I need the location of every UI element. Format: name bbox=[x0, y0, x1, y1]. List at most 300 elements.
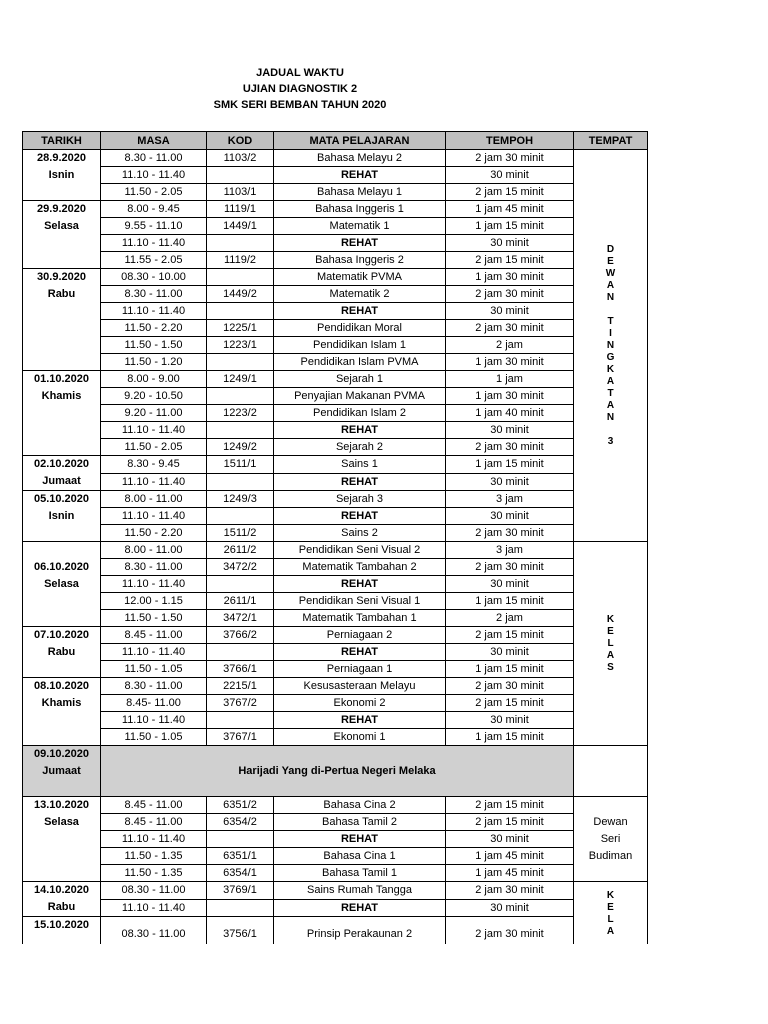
holiday-day: Jumaat bbox=[42, 765, 81, 777]
mata-pelajaran-cell: Prinsip Perakaunan 2 bbox=[274, 917, 446, 952]
kod-cell bbox=[207, 508, 274, 525]
kod-cell bbox=[207, 354, 274, 371]
tempoh-cell: 2 jam bbox=[446, 337, 574, 354]
kod-cell: 1225/1 bbox=[207, 320, 274, 337]
tempoh-cell: 30 minit bbox=[446, 422, 574, 439]
masa-cell: 8.30 - 11.00 bbox=[101, 150, 207, 167]
table-row bbox=[23, 814, 648, 831]
table-row bbox=[23, 456, 648, 474]
kod-cell: 2215/1 bbox=[207, 678, 274, 695]
masa-cell: 11.50 - 1.05 bbox=[101, 661, 207, 678]
kod-cell: 6351/2 bbox=[207, 797, 274, 814]
mata-pelajaran-cell: REHAT bbox=[274, 508, 446, 525]
table-row bbox=[23, 439, 648, 456]
mata-pelajaran-cell: REHAT bbox=[274, 576, 446, 593]
holiday-date: 09.10.2020 bbox=[33, 748, 90, 760]
date-value: 05.10.2020 bbox=[33, 493, 90, 505]
table-row bbox=[23, 269, 648, 286]
kod-cell: 3767/1 bbox=[207, 729, 274, 746]
kod-cell: 3756/1 bbox=[207, 917, 274, 952]
day-value: Rabu bbox=[47, 901, 76, 913]
date-cell bbox=[23, 150, 101, 201]
date-value: 14.10.2020 bbox=[33, 884, 90, 896]
place-char: K bbox=[606, 890, 615, 901]
place-char: G bbox=[606, 351, 615, 363]
masa-cell: 8.45 - 11.00 bbox=[101, 797, 207, 814]
kod-cell: 1511/2 bbox=[207, 525, 274, 542]
tempoh-cell: 1 jam 30 minit bbox=[446, 354, 574, 371]
date-spacer bbox=[23, 542, 100, 559]
masa-cell: 11.50 - 2.20 bbox=[101, 525, 207, 542]
kod-cell: 1119/2 bbox=[207, 252, 274, 269]
tempoh-cell: 30 minit bbox=[446, 508, 574, 525]
place-char: Seri bbox=[600, 832, 621, 845]
header-kod: KOD bbox=[207, 132, 274, 150]
holiday-row bbox=[23, 746, 648, 797]
day-value: Selasa bbox=[44, 816, 79, 828]
tempat-kelas bbox=[574, 542, 648, 746]
mata-pelajaran-cell: Sejarah 3 bbox=[274, 491, 446, 508]
kod-cell: 6354/1 bbox=[207, 865, 274, 882]
date-cell bbox=[23, 456, 101, 491]
table-row bbox=[23, 303, 648, 320]
kod-cell bbox=[207, 576, 274, 593]
table-row bbox=[23, 610, 648, 627]
mata-pelajaran-cell: Perniagaan 2 bbox=[274, 627, 446, 644]
tempoh-cell: 2 jam 15 minit bbox=[446, 814, 574, 831]
masa-cell: 11.10 - 11.40 bbox=[101, 508, 207, 525]
kod-cell: 3767/2 bbox=[207, 695, 274, 712]
table-row bbox=[23, 167, 648, 184]
place-char: I bbox=[609, 327, 612, 339]
tempat-kelas-2 bbox=[574, 882, 648, 952]
masa-cell: 11.50 - 1.35 bbox=[101, 848, 207, 865]
masa-cell: 11.50 - 2.05 bbox=[101, 184, 207, 201]
kod-cell bbox=[207, 831, 274, 848]
table-row bbox=[23, 729, 648, 746]
day-value: Rabu bbox=[47, 288, 76, 300]
table-row bbox=[23, 150, 648, 167]
date-cell bbox=[23, 627, 101, 678]
table-row bbox=[23, 354, 648, 371]
table-row bbox=[23, 252, 648, 269]
header-tarikh: TARIKH bbox=[23, 132, 101, 150]
kod-cell: 1223/1 bbox=[207, 337, 274, 354]
table-row bbox=[23, 797, 648, 814]
kod-cell: 3472/2 bbox=[207, 559, 274, 576]
kod-cell bbox=[207, 388, 274, 405]
header-tempoh: TEMPOH bbox=[446, 132, 574, 150]
tempoh-cell: 30 minit bbox=[446, 712, 574, 729]
place-char: A bbox=[606, 279, 615, 291]
tempoh-cell: 2 jam 30 minit bbox=[446, 525, 574, 542]
mata-pelajaran-cell: Sains Rumah Tangga bbox=[274, 882, 446, 900]
masa-cell: 8.30 - 11.00 bbox=[101, 559, 207, 576]
tempoh-cell: 30 minit bbox=[446, 235, 574, 252]
tempoh-cell: 2 jam 30 minit bbox=[446, 320, 574, 337]
table-row bbox=[23, 371, 648, 388]
place-char: D bbox=[606, 243, 615, 255]
kod-cell bbox=[207, 712, 274, 729]
tempoh-cell: 2 jam 30 minit bbox=[446, 882, 574, 900]
mata-pelajaran-cell: Sains 2 bbox=[274, 525, 446, 542]
header-row bbox=[23, 132, 648, 150]
kod-cell: 1449/2 bbox=[207, 286, 274, 303]
kod-cell: 1249/2 bbox=[207, 439, 274, 456]
mata-pelajaran-cell: Matematik Tambahan 1 bbox=[274, 610, 446, 627]
masa-cell: 11.50 - 1.20 bbox=[101, 354, 207, 371]
day-value: Jumaat bbox=[42, 475, 81, 487]
mata-pelajaran-cell: Bahasa Melayu 2 bbox=[274, 150, 446, 167]
masa-cell: 08.30 - 11.00 bbox=[101, 882, 207, 900]
mata-pelajaran-cell: REHAT bbox=[274, 303, 446, 320]
masa-cell: 11.50 - 1.05 bbox=[101, 729, 207, 746]
mata-pelajaran-cell: Pendidikan Islam 1 bbox=[274, 337, 446, 354]
mata-pelajaran-cell: REHAT bbox=[274, 235, 446, 252]
mata-pelajaran-cell: Bahasa Cina 2 bbox=[274, 797, 446, 814]
kod-cell bbox=[207, 644, 274, 661]
day-value: Khamis bbox=[41, 390, 82, 402]
kod-cell bbox=[207, 899, 274, 917]
page-bottom-margin bbox=[0, 944, 768, 1024]
table-row bbox=[23, 712, 648, 729]
table-row bbox=[23, 525, 648, 542]
masa-cell: 12.00 - 1.15 bbox=[101, 593, 207, 610]
day-value: Isnin bbox=[48, 510, 75, 522]
place-char: E bbox=[607, 625, 614, 637]
mata-pelajaran-cell: Ekonomi 1 bbox=[274, 729, 446, 746]
masa-cell: 11.55 - 2.05 bbox=[101, 252, 207, 269]
table-row bbox=[23, 661, 648, 678]
mata-pelajaran-cell: Bahasa Inggeris 2 bbox=[274, 252, 446, 269]
kod-cell: 1223/2 bbox=[207, 405, 274, 422]
kod-cell: 1103/2 bbox=[207, 150, 274, 167]
tempoh-cell: 2 jam 15 minit bbox=[446, 797, 574, 814]
kod-cell bbox=[207, 303, 274, 320]
place-char: A bbox=[606, 926, 615, 937]
table-row bbox=[23, 184, 648, 201]
date-value: 30.9.2020 bbox=[37, 271, 86, 283]
masa-cell: 08.30 - 10.00 bbox=[101, 269, 207, 286]
tempoh-cell: 3 jam bbox=[446, 491, 574, 508]
day-value: Selasa bbox=[44, 220, 79, 232]
masa-cell: 8.30 - 11.00 bbox=[101, 286, 207, 303]
table-row bbox=[23, 337, 648, 354]
header-masa: MASA bbox=[101, 132, 207, 150]
tempoh-cell: 1 jam 15 minit bbox=[446, 456, 574, 474]
kod-cell bbox=[207, 167, 274, 184]
place-char bbox=[574, 304, 647, 316]
place-char: N bbox=[606, 411, 615, 423]
mata-pelajaran-cell: REHAT bbox=[274, 422, 446, 439]
day-value: Khamis bbox=[41, 697, 82, 709]
header-tempat: TEMPAT bbox=[574, 132, 648, 150]
mata-pelajaran-cell: Bahasa Melayu 1 bbox=[274, 184, 446, 201]
table-row bbox=[23, 576, 648, 593]
mata-pelajaran-cell: REHAT bbox=[274, 899, 446, 917]
place-char: Budiman bbox=[588, 849, 633, 862]
masa-cell: 11.10 - 11.40 bbox=[101, 831, 207, 848]
date-cell bbox=[23, 201, 101, 269]
masa-cell: 11.50 - 1.50 bbox=[101, 337, 207, 354]
kod-cell: 1249/1 bbox=[207, 371, 274, 388]
masa-cell: 8.30 - 9.45 bbox=[101, 456, 207, 474]
kod-cell: 2611/1 bbox=[207, 593, 274, 610]
table-row bbox=[23, 491, 648, 508]
table-row bbox=[23, 644, 648, 661]
place-char: L bbox=[607, 637, 614, 649]
table-row bbox=[23, 865, 648, 882]
table-row bbox=[23, 201, 648, 218]
tempoh-cell: 1 jam 15 minit bbox=[446, 661, 574, 678]
holiday-date-cell bbox=[23, 746, 101, 797]
masa-cell: 11.10 - 11.40 bbox=[101, 235, 207, 252]
mata-pelajaran-cell: REHAT bbox=[274, 473, 446, 491]
tempoh-cell: 30 minit bbox=[446, 303, 574, 320]
date-value: 07.10.2020 bbox=[33, 629, 90, 641]
mata-pelajaran-cell: Perniagaan 1 bbox=[274, 661, 446, 678]
mata-pelajaran-cell: REHAT bbox=[274, 831, 446, 848]
kod-cell: 1119/1 bbox=[207, 201, 274, 218]
place-char: E bbox=[607, 902, 614, 913]
date-value: 01.10.2020 bbox=[33, 373, 90, 385]
tempoh-cell: 1 jam 45 minit bbox=[446, 848, 574, 865]
masa-cell: 11.10 - 11.40 bbox=[101, 576, 207, 593]
mata-pelajaran-cell: REHAT bbox=[274, 644, 446, 661]
tempoh-cell: 30 minit bbox=[446, 899, 574, 917]
table-row bbox=[23, 286, 648, 303]
mata-pelajaran-cell: Matematik PVMA bbox=[274, 269, 446, 286]
place-char: 3 bbox=[607, 435, 614, 447]
masa-cell: 8.00 - 11.00 bbox=[101, 542, 207, 559]
date-cell bbox=[23, 269, 101, 371]
day-value: Rabu bbox=[47, 646, 76, 658]
mata-pelajaran-cell: Sains 1 bbox=[274, 456, 446, 474]
kod-cell: 1103/1 bbox=[207, 184, 274, 201]
table-row bbox=[23, 899, 648, 917]
tempoh-cell: 2 jam 30 minit bbox=[446, 678, 574, 695]
kod-cell: 2611/2 bbox=[207, 542, 274, 559]
table-row bbox=[23, 235, 648, 252]
tempoh-cell: 2 jam 30 minit bbox=[446, 559, 574, 576]
kod-cell: 6351/1 bbox=[207, 848, 274, 865]
table-row bbox=[23, 695, 648, 712]
tempoh-cell: 3 jam bbox=[446, 542, 574, 559]
kod-cell bbox=[207, 422, 274, 439]
masa-cell: 11.10 - 11.40 bbox=[101, 422, 207, 439]
date-value: 02.10.2020 bbox=[33, 458, 90, 470]
tempat-dewan-tingkatan-3 bbox=[574, 150, 648, 542]
tempoh-cell: 30 minit bbox=[446, 831, 574, 848]
masa-cell: 11.50 - 2.05 bbox=[101, 439, 207, 456]
date-value: 29.9.2020 bbox=[37, 203, 86, 215]
date-cell bbox=[23, 542, 101, 627]
date-cell bbox=[23, 491, 101, 542]
table-row bbox=[23, 882, 648, 900]
place-char: K bbox=[606, 363, 615, 375]
kod-cell: 6354/2 bbox=[207, 814, 274, 831]
tempoh-cell: 2 jam 30 minit bbox=[446, 439, 574, 456]
tempoh-cell: 1 jam 15 minit bbox=[446, 593, 574, 610]
date-cell bbox=[23, 678, 101, 746]
mata-pelajaran-cell: Pendidikan Moral bbox=[274, 320, 446, 337]
place-char: T bbox=[607, 315, 614, 327]
masa-cell: 11.10 - 11.40 bbox=[101, 473, 207, 491]
masa-cell: 8.45- 11.00 bbox=[101, 695, 207, 712]
tempoh-cell: 2 jam 30 minit bbox=[446, 150, 574, 167]
day-value: Isnin bbox=[48, 169, 75, 181]
tempoh-cell: 2 jam 15 minit bbox=[446, 184, 574, 201]
masa-cell: 8.30 - 11.00 bbox=[101, 678, 207, 695]
kod-cell: 1511/1 bbox=[207, 456, 274, 474]
tempoh-cell: 2 jam 30 minit bbox=[446, 917, 574, 952]
header-mata-pelajaran: MATA PELAJARAN bbox=[274, 132, 446, 150]
tempoh-cell: 30 minit bbox=[446, 167, 574, 184]
mata-pelajaran-cell: REHAT bbox=[274, 167, 446, 184]
table-row bbox=[23, 542, 648, 559]
mata-pelajaran-cell: Ekonomi 2 bbox=[274, 695, 446, 712]
table-row bbox=[23, 218, 648, 235]
place-char: L bbox=[607, 914, 614, 925]
masa-cell: 11.50 - 2.20 bbox=[101, 320, 207, 337]
place-char: N bbox=[606, 291, 615, 303]
kod-cell bbox=[207, 235, 274, 252]
timetable-body bbox=[23, 150, 648, 952]
masa-cell: 08.30 - 11.00 bbox=[101, 917, 207, 952]
date-cell bbox=[23, 797, 101, 882]
holiday-text: Harijadi Yang di-Pertua Negeri Melaka bbox=[101, 746, 574, 797]
mata-pelajaran-cell: Sejarah 2 bbox=[274, 439, 446, 456]
place-char: W bbox=[605, 267, 616, 279]
kod-cell: 3472/1 bbox=[207, 610, 274, 627]
masa-cell: 8.00 - 11.00 bbox=[101, 491, 207, 508]
masa-cell: 8.45 - 11.00 bbox=[101, 627, 207, 644]
place-char: E bbox=[607, 255, 614, 267]
mata-pelajaran-cell: Pendidikan Seni Visual 2 bbox=[274, 542, 446, 559]
mata-pelajaran-cell: Bahasa Tamil 1 bbox=[274, 865, 446, 882]
tempoh-cell: 2 jam 15 minit bbox=[446, 627, 574, 644]
tempoh-cell: 1 jam 30 minit bbox=[446, 269, 574, 286]
table-row bbox=[23, 320, 648, 337]
tempoh-cell: 1 jam 15 minit bbox=[446, 729, 574, 746]
mata-pelajaran-cell: Matematik 1 bbox=[274, 218, 446, 235]
mata-pelajaran-cell: Kesusasteraan Melayu bbox=[274, 678, 446, 695]
place-char: A bbox=[606, 375, 615, 387]
kod-cell bbox=[207, 269, 274, 286]
kod-cell: 3766/1 bbox=[207, 661, 274, 678]
table-row bbox=[23, 388, 648, 405]
date-value: 08.10.2020 bbox=[33, 680, 90, 692]
masa-cell: 11.50 - 1.50 bbox=[101, 610, 207, 627]
title-line-1: JADUAL WAKTU bbox=[256, 67, 344, 79]
date-value: 28.9.2020 bbox=[37, 152, 86, 164]
mata-pelajaran-cell: Matematik 2 bbox=[274, 286, 446, 303]
tempoh-cell: 30 minit bbox=[446, 473, 574, 491]
table-row bbox=[23, 473, 648, 491]
tempoh-cell: 1 jam 40 minit bbox=[446, 405, 574, 422]
masa-cell: 11.10 - 11.40 bbox=[101, 303, 207, 320]
table-row bbox=[23, 593, 648, 610]
title-line-2: UJIAN DIAGNOSTIK 2 bbox=[242, 83, 358, 95]
tempoh-cell: 2 jam bbox=[446, 610, 574, 627]
mata-pelajaran-cell: Pendidikan Islam PVMA bbox=[274, 354, 446, 371]
kod-cell: 1249/3 bbox=[207, 491, 274, 508]
date-value: 13.10.2020 bbox=[33, 799, 90, 811]
tempoh-cell: 2 jam 30 minit bbox=[446, 286, 574, 303]
date-value: 15.10.2020 bbox=[33, 919, 90, 931]
date-cell bbox=[23, 371, 101, 456]
tempoh-cell: 2 jam 15 minit bbox=[446, 252, 574, 269]
place-char: Dewan bbox=[593, 815, 628, 828]
tempoh-cell: 1 jam bbox=[446, 371, 574, 388]
tempoh-cell: 1 jam 15 minit bbox=[446, 218, 574, 235]
mata-pelajaran-cell: REHAT bbox=[274, 712, 446, 729]
kod-cell: 3766/2 bbox=[207, 627, 274, 644]
masa-cell: 9.20 - 11.00 bbox=[101, 405, 207, 422]
table-row bbox=[23, 422, 648, 439]
kod-cell: 1449/1 bbox=[207, 218, 274, 235]
mata-pelajaran-cell: Pendidikan Seni Visual 1 bbox=[274, 593, 446, 610]
table-row bbox=[23, 559, 648, 576]
masa-cell: 11.50 - 1.35 bbox=[101, 865, 207, 882]
tempoh-cell: 1 jam 45 minit bbox=[446, 865, 574, 882]
tempoh-cell: 1 jam 30 minit bbox=[446, 388, 574, 405]
masa-cell: 9.20 - 10.50 bbox=[101, 388, 207, 405]
table-row bbox=[23, 678, 648, 695]
masa-cell: 11.10 - 11.40 bbox=[101, 644, 207, 661]
holiday-place bbox=[574, 746, 648, 797]
place-char: A bbox=[606, 399, 615, 411]
date-value: 06.10.2020 bbox=[33, 561, 90, 573]
tempoh-cell: 1 jam 45 minit bbox=[446, 201, 574, 218]
mata-pelajaran-cell: Sejarah 1 bbox=[274, 371, 446, 388]
place-char: T bbox=[607, 387, 614, 399]
masa-cell: 11.10 - 11.40 bbox=[101, 899, 207, 917]
mata-pelajaran-cell: Bahasa Inggeris 1 bbox=[274, 201, 446, 218]
day-value: Selasa bbox=[44, 578, 79, 590]
table-row bbox=[23, 831, 648, 848]
mata-pelajaran-cell: Matematik Tambahan 2 bbox=[274, 559, 446, 576]
tempoh-cell: 30 minit bbox=[446, 644, 574, 661]
timetable bbox=[22, 131, 648, 952]
masa-cell: 8.45 - 11.00 bbox=[101, 814, 207, 831]
tempoh-cell: 2 jam 15 minit bbox=[446, 695, 574, 712]
tempat-dewan-seri-budiman bbox=[574, 797, 648, 882]
title-line-3: SMK SERI BEMBAN TAHUN 2020 bbox=[213, 99, 387, 111]
table-row bbox=[23, 405, 648, 422]
mata-pelajaran-cell: Bahasa Tamil 2 bbox=[274, 814, 446, 831]
table-row bbox=[23, 627, 648, 644]
date-cell bbox=[23, 882, 101, 917]
table-row bbox=[23, 848, 648, 865]
masa-cell: 11.10 - 11.40 bbox=[101, 167, 207, 184]
place-char: A bbox=[606, 649, 615, 661]
table-row bbox=[23, 508, 648, 525]
place-char bbox=[574, 424, 647, 436]
mata-pelajaran-cell: Bahasa Cina 1 bbox=[274, 848, 446, 865]
kod-cell bbox=[207, 473, 274, 491]
masa-cell: 8.00 - 9.00 bbox=[101, 371, 207, 388]
masa-cell: 8.00 - 9.45 bbox=[101, 201, 207, 218]
place-char: N bbox=[606, 339, 615, 351]
place-char: K bbox=[606, 613, 615, 625]
masa-cell: 9.55 - 11.10 bbox=[101, 218, 207, 235]
place-char: S bbox=[607, 661, 614, 673]
masa-cell: 11.10 - 11.40 bbox=[101, 712, 207, 729]
mata-pelajaran-cell: Pendidikan Islam 2 bbox=[274, 405, 446, 422]
kod-cell: 3769/1 bbox=[207, 882, 274, 900]
tempoh-cell: 30 minit bbox=[446, 576, 574, 593]
